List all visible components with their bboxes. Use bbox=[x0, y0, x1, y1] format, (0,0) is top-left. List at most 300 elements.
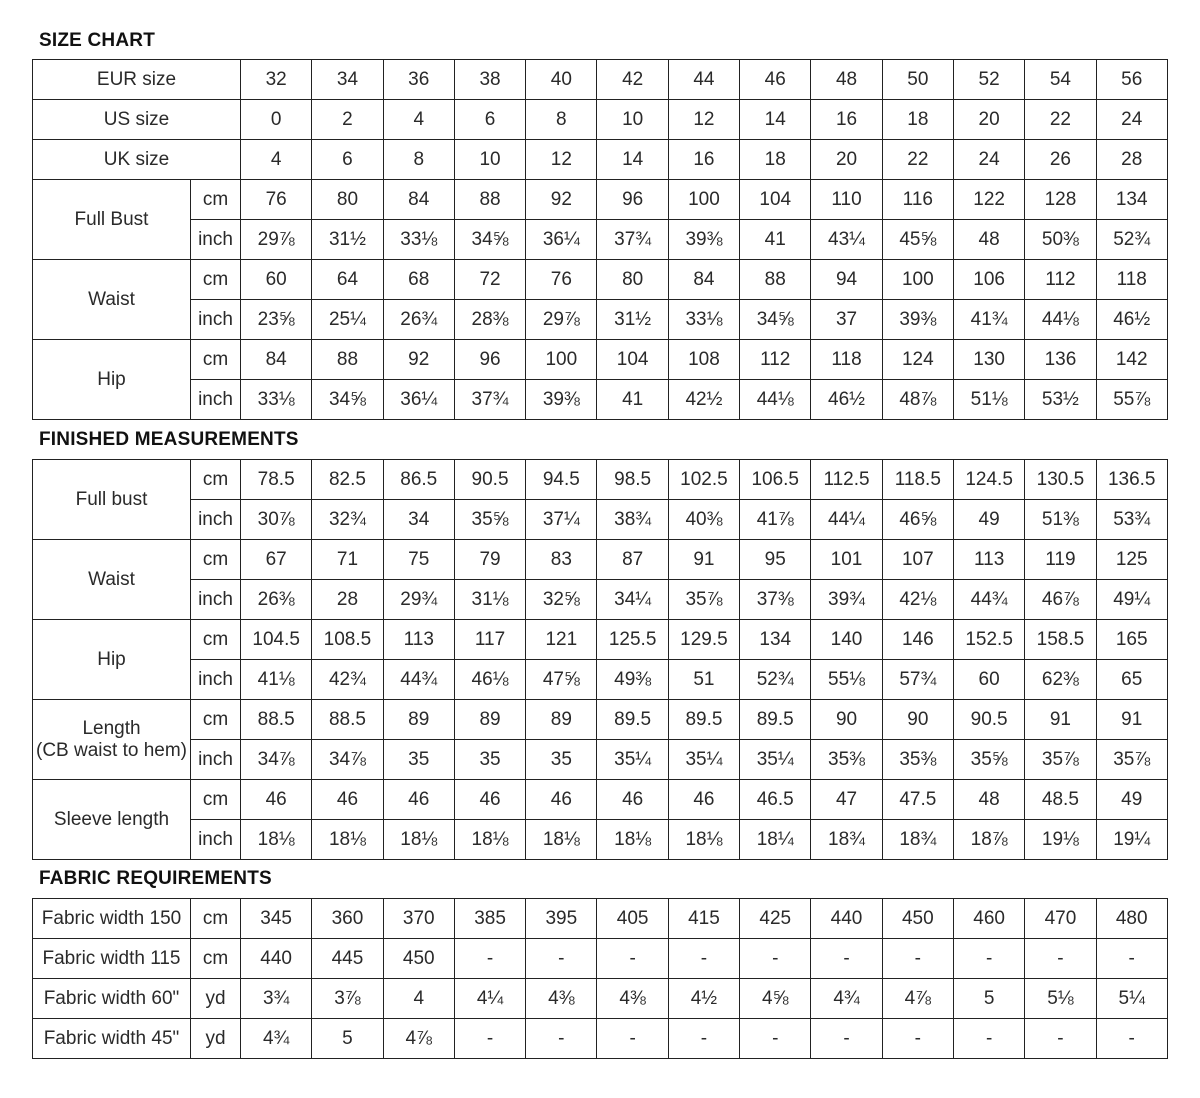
row-label-main: Length bbox=[82, 717, 141, 739]
table-cell: - bbox=[882, 939, 953, 979]
table-cell: 46⅞ bbox=[1025, 580, 1096, 620]
table-cell: 16 bbox=[811, 100, 882, 140]
table-cell: 158.5 bbox=[1025, 620, 1096, 660]
table-cell: 39⅜ bbox=[526, 380, 597, 420]
table-cell: 94 bbox=[811, 260, 882, 300]
table-cell: 24 bbox=[1096, 100, 1167, 140]
table-cell: 88.5 bbox=[312, 700, 383, 740]
table-cell: 53¾ bbox=[1096, 500, 1167, 540]
table-cell: 118 bbox=[811, 340, 882, 380]
table-cell: 100 bbox=[882, 260, 953, 300]
unit-label: yd bbox=[191, 979, 241, 1019]
table-cell: 51⅜ bbox=[1025, 500, 1096, 540]
table-cell: 53½ bbox=[1025, 380, 1096, 420]
table-cell: 104 bbox=[740, 180, 811, 220]
table-cell: 55⅞ bbox=[1096, 380, 1167, 420]
table-cell: 57¾ bbox=[882, 660, 953, 700]
table-cell: 88.5 bbox=[241, 700, 312, 740]
table-cell: 22 bbox=[882, 140, 953, 180]
fabric-requirements-table bbox=[32, 898, 1168, 1059]
unit-label: cm bbox=[191, 939, 241, 979]
table-cell: 48 bbox=[953, 220, 1024, 260]
table-row bbox=[33, 60, 1168, 100]
table-cell: 370 bbox=[383, 899, 454, 939]
table-cell: 385 bbox=[454, 899, 525, 939]
table-cell: 10 bbox=[454, 140, 525, 180]
table-cell: 84 bbox=[241, 340, 312, 380]
table-cell: 67 bbox=[241, 540, 312, 580]
table-cell: 42 bbox=[597, 60, 668, 100]
table-cell: 136 bbox=[1025, 340, 1096, 380]
table-row bbox=[33, 180, 1168, 220]
table-row bbox=[33, 140, 1168, 180]
table-cell: 360 bbox=[312, 899, 383, 939]
table-cell: 44⅛ bbox=[1025, 300, 1096, 340]
table-cell: 46⅛ bbox=[454, 660, 525, 700]
table-cell: 28⅜ bbox=[454, 300, 525, 340]
table-cell: 35⅞ bbox=[1025, 740, 1096, 780]
table-row bbox=[33, 460, 1168, 500]
table-cell: 35⅞ bbox=[668, 580, 739, 620]
table-cell: 38 bbox=[454, 60, 525, 100]
table-cell: 34 bbox=[383, 500, 454, 540]
table-cell: 33⅛ bbox=[668, 300, 739, 340]
unit-label: inch bbox=[191, 740, 241, 780]
table-cell: 4⅞ bbox=[882, 979, 953, 1019]
table-cell: 119 bbox=[1025, 540, 1096, 580]
table-cell: 37¾ bbox=[454, 380, 525, 420]
table-row bbox=[33, 580, 1168, 620]
unit-label: cm bbox=[191, 260, 241, 300]
table-cell: - bbox=[1025, 939, 1096, 979]
table-cell: 90.5 bbox=[953, 700, 1024, 740]
table-cell: 18⅛ bbox=[312, 820, 383, 860]
table-cell: 142 bbox=[1096, 340, 1167, 380]
table-cell: 106.5 bbox=[740, 460, 811, 500]
table-cell: 152.5 bbox=[953, 620, 1024, 660]
table-cell: 18⅛ bbox=[454, 820, 525, 860]
table-cell: 5 bbox=[953, 979, 1024, 1019]
table-cell: 34⅞ bbox=[241, 740, 312, 780]
table-cell: 4⅝ bbox=[740, 979, 811, 1019]
table-cell: 4⅞ bbox=[383, 1019, 454, 1059]
unit-label: cm bbox=[191, 899, 241, 939]
table-cell: 46.5 bbox=[740, 780, 811, 820]
table-cell: 108 bbox=[668, 340, 739, 380]
table-cell: 54 bbox=[1025, 60, 1096, 100]
table-row bbox=[33, 899, 1168, 939]
table-row bbox=[33, 100, 1168, 140]
table-cell: 35⅜ bbox=[882, 740, 953, 780]
table-cell: 35¼ bbox=[597, 740, 668, 780]
table-cell: 79 bbox=[454, 540, 525, 580]
table-cell: 345 bbox=[241, 899, 312, 939]
table-cell: 88 bbox=[740, 260, 811, 300]
table-cell: 30⅞ bbox=[241, 500, 312, 540]
table-cell: 48⅞ bbox=[882, 380, 953, 420]
table-cell: 128 bbox=[1025, 180, 1096, 220]
table-cell: 50 bbox=[882, 60, 953, 100]
table-cell: 35 bbox=[526, 740, 597, 780]
table-cell: 46½ bbox=[811, 380, 882, 420]
finished-measurements-title: FINISHED MEASUREMENTS bbox=[39, 429, 299, 450]
table-cell: 18¾ bbox=[882, 820, 953, 860]
unit-label: cm bbox=[191, 780, 241, 820]
table-cell: 90 bbox=[811, 700, 882, 740]
unit-label: inch bbox=[191, 820, 241, 860]
row-label: Fabric width 115 bbox=[33, 939, 191, 979]
unit-label: yd bbox=[191, 1019, 241, 1059]
row-label: EUR size bbox=[33, 60, 241, 100]
table-cell: 50⅜ bbox=[1025, 220, 1096, 260]
table-cell: 35 bbox=[454, 740, 525, 780]
table-cell: 46 bbox=[241, 780, 312, 820]
table-cell: 43¼ bbox=[811, 220, 882, 260]
table-cell: 96 bbox=[597, 180, 668, 220]
table-cell: 34 bbox=[312, 60, 383, 100]
table-cell: 49 bbox=[953, 500, 1024, 540]
table-row bbox=[33, 820, 1168, 860]
table-cell: 4⅜ bbox=[597, 979, 668, 1019]
table-cell: 107 bbox=[882, 540, 953, 580]
table-cell: 39¾ bbox=[811, 580, 882, 620]
table-cell: 34⅝ bbox=[454, 220, 525, 260]
table-cell: 18⅞ bbox=[953, 820, 1024, 860]
table-cell: 28 bbox=[1096, 140, 1167, 180]
row-label-sub: (CB waist to hem) bbox=[36, 739, 187, 761]
table-cell: 110 bbox=[811, 180, 882, 220]
table-cell: 80 bbox=[597, 260, 668, 300]
table-cell: 60 bbox=[953, 660, 1024, 700]
row-label: Hip bbox=[33, 620, 191, 700]
table-cell: 125.5 bbox=[597, 620, 668, 660]
table-cell: 19¼ bbox=[1096, 820, 1167, 860]
table-cell: 118.5 bbox=[882, 460, 953, 500]
table-cell: 78.5 bbox=[241, 460, 312, 500]
table-row bbox=[33, 939, 1168, 979]
fabric-requirements-title: FABRIC REQUIREMENTS bbox=[39, 868, 272, 889]
table-cell: 6 bbox=[312, 140, 383, 180]
table-cell: 45⅝ bbox=[882, 220, 953, 260]
table-cell: 84 bbox=[668, 260, 739, 300]
table-cell: 56 bbox=[1096, 60, 1167, 100]
table-cell: 46 bbox=[312, 780, 383, 820]
table-cell: 46 bbox=[454, 780, 525, 820]
row-label: Fabric width 60" bbox=[33, 979, 191, 1019]
table-cell: 60 bbox=[241, 260, 312, 300]
table-cell: 101 bbox=[811, 540, 882, 580]
table-cell: 35¼ bbox=[740, 740, 811, 780]
table-cell: - bbox=[811, 939, 882, 979]
table-cell: 112.5 bbox=[811, 460, 882, 500]
table-cell: 10 bbox=[597, 100, 668, 140]
table-cell: 52¾ bbox=[1096, 220, 1167, 260]
table-cell: 47.5 bbox=[882, 780, 953, 820]
table-cell: 117 bbox=[454, 620, 525, 660]
table-cell: 32⅝ bbox=[526, 580, 597, 620]
unit-label: inch bbox=[191, 580, 241, 620]
table-row bbox=[33, 700, 1168, 740]
table-cell: 40⅜ bbox=[668, 500, 739, 540]
table-cell: 42½ bbox=[668, 380, 739, 420]
table-cell: 36 bbox=[383, 60, 454, 100]
table-cell: 41⅞ bbox=[740, 500, 811, 540]
table-cell: 116 bbox=[882, 180, 953, 220]
table-cell: 4¾ bbox=[811, 979, 882, 1019]
table-cell: 22 bbox=[1025, 100, 1096, 140]
table-cell: 108.5 bbox=[312, 620, 383, 660]
table-cell: 82.5 bbox=[312, 460, 383, 500]
table-cell: - bbox=[953, 1019, 1024, 1059]
table-cell: - bbox=[1025, 1019, 1096, 1059]
table-cell: 48 bbox=[953, 780, 1024, 820]
table-cell: 41⅛ bbox=[241, 660, 312, 700]
table-cell: 46 bbox=[668, 780, 739, 820]
table-cell: 113 bbox=[953, 540, 1024, 580]
table-cell: 121 bbox=[526, 620, 597, 660]
row-label: Fabric width 45" bbox=[33, 1019, 191, 1059]
table-cell: 33⅛ bbox=[383, 220, 454, 260]
table-row bbox=[33, 620, 1168, 660]
table-cell: 38¾ bbox=[597, 500, 668, 540]
table-cell: 0 bbox=[241, 100, 312, 140]
table-row bbox=[33, 380, 1168, 420]
table-cell: 46 bbox=[383, 780, 454, 820]
table-cell: 102.5 bbox=[668, 460, 739, 500]
table-cell: 32¾ bbox=[312, 500, 383, 540]
table-cell: 12 bbox=[526, 140, 597, 180]
unit-label: cm bbox=[191, 180, 241, 220]
table-cell: 47 bbox=[811, 780, 882, 820]
table-cell: 94.5 bbox=[526, 460, 597, 500]
table-cell: 3⅞ bbox=[312, 979, 383, 1019]
table-cell: 89.5 bbox=[740, 700, 811, 740]
table-cell: 4 bbox=[383, 979, 454, 1019]
table-cell: 18⅛ bbox=[668, 820, 739, 860]
table-cell: 68 bbox=[383, 260, 454, 300]
table-cell: 415 bbox=[668, 899, 739, 939]
table-cell: 90 bbox=[882, 700, 953, 740]
table-cell: 130.5 bbox=[1025, 460, 1096, 500]
table-cell: - bbox=[740, 939, 811, 979]
table-cell: 26⅜ bbox=[241, 580, 312, 620]
table-cell: 4 bbox=[383, 100, 454, 140]
table-cell: 91 bbox=[1025, 700, 1096, 740]
table-cell: 4 bbox=[241, 140, 312, 180]
table-cell: 76 bbox=[526, 260, 597, 300]
table-cell: 44¼ bbox=[811, 500, 882, 540]
table-cell: 20 bbox=[811, 140, 882, 180]
unit-label: inch bbox=[191, 500, 241, 540]
table-cell: - bbox=[597, 939, 668, 979]
table-cell: 52 bbox=[953, 60, 1024, 100]
table-cell: - bbox=[454, 939, 525, 979]
table-cell: 49⅜ bbox=[597, 660, 668, 700]
table-cell: 18⅛ bbox=[597, 820, 668, 860]
table-cell: 35⅝ bbox=[454, 500, 525, 540]
table-cell: 89 bbox=[454, 700, 525, 740]
table-cell: 165 bbox=[1096, 620, 1167, 660]
table-cell: 5¼ bbox=[1096, 979, 1167, 1019]
table-cell: 33⅛ bbox=[241, 380, 312, 420]
table-cell: 37¼ bbox=[526, 500, 597, 540]
table-cell: 89 bbox=[383, 700, 454, 740]
table-row bbox=[33, 1019, 1168, 1059]
table-cell: 41 bbox=[740, 220, 811, 260]
table-cell: 31½ bbox=[312, 220, 383, 260]
table-cell: 92 bbox=[526, 180, 597, 220]
table-cell: 48 bbox=[811, 60, 882, 100]
table-cell: 35⅝ bbox=[953, 740, 1024, 780]
table-cell: 41¾ bbox=[953, 300, 1024, 340]
table-cell: 480 bbox=[1096, 899, 1167, 939]
table-cell: 440 bbox=[241, 939, 312, 979]
table-cell: 46⅝ bbox=[882, 500, 953, 540]
table-cell: 26¾ bbox=[383, 300, 454, 340]
table-cell: - bbox=[597, 1019, 668, 1059]
table-cell: 3¾ bbox=[241, 979, 312, 1019]
table-cell: - bbox=[882, 1019, 953, 1059]
row-label: Full bust bbox=[33, 460, 191, 540]
table-cell: - bbox=[1096, 939, 1167, 979]
table-cell: - bbox=[811, 1019, 882, 1059]
table-cell: 129.5 bbox=[668, 620, 739, 660]
table-cell: 112 bbox=[740, 340, 811, 380]
table-cell: - bbox=[526, 1019, 597, 1059]
table-cell: 44¾ bbox=[953, 580, 1024, 620]
table-cell: 62⅜ bbox=[1025, 660, 1096, 700]
table-cell: 470 bbox=[1025, 899, 1096, 939]
table-cell: 42⅛ bbox=[882, 580, 953, 620]
table-cell: 136.5 bbox=[1096, 460, 1167, 500]
table-cell: 52¾ bbox=[740, 660, 811, 700]
table-cell: 4½ bbox=[668, 979, 739, 1019]
table-cell: 450 bbox=[882, 899, 953, 939]
table-cell: 44 bbox=[668, 60, 739, 100]
table-cell: 46½ bbox=[1096, 300, 1167, 340]
table-cell: 130 bbox=[953, 340, 1024, 380]
table-cell: 96 bbox=[454, 340, 525, 380]
table-cell: 28 bbox=[312, 580, 383, 620]
table-cell: 100 bbox=[668, 180, 739, 220]
table-row bbox=[33, 260, 1168, 300]
table-row bbox=[33, 540, 1168, 580]
table-cell: 20 bbox=[953, 100, 1024, 140]
table-cell: 25¼ bbox=[312, 300, 383, 340]
table-cell: 460 bbox=[953, 899, 1024, 939]
table-cell: 104.5 bbox=[241, 620, 312, 660]
table-row bbox=[33, 660, 1168, 700]
table-cell: 425 bbox=[740, 899, 811, 939]
unit-label: cm bbox=[191, 620, 241, 660]
table-cell: 76 bbox=[241, 180, 312, 220]
table-cell: 14 bbox=[740, 100, 811, 140]
table-cell: 122 bbox=[953, 180, 1024, 220]
table-cell: 35⅞ bbox=[1096, 740, 1167, 780]
table-cell: 18⅛ bbox=[241, 820, 312, 860]
table-cell: 4¾ bbox=[241, 1019, 312, 1059]
table-row bbox=[33, 979, 1168, 1019]
unit-label: inch bbox=[191, 660, 241, 700]
table-cell: 29⅞ bbox=[526, 300, 597, 340]
table-cell: 104 bbox=[597, 340, 668, 380]
table-cell: 91 bbox=[1096, 700, 1167, 740]
table-cell: 35⅜ bbox=[811, 740, 882, 780]
table-cell: 113 bbox=[383, 620, 454, 660]
table-cell: 2 bbox=[312, 100, 383, 140]
row-label: Full Bust bbox=[33, 180, 191, 260]
table-cell: 49¼ bbox=[1096, 580, 1167, 620]
table-cell: 29¾ bbox=[383, 580, 454, 620]
table-cell: 37 bbox=[811, 300, 882, 340]
table-cell: 18 bbox=[882, 100, 953, 140]
table-cell: 36¼ bbox=[526, 220, 597, 260]
table-cell: 23⅝ bbox=[241, 300, 312, 340]
row-label: Hip bbox=[33, 340, 191, 420]
table-cell: 65 bbox=[1096, 660, 1167, 700]
table-cell: 4⅜ bbox=[526, 979, 597, 1019]
table-cell: 71 bbox=[312, 540, 383, 580]
table-cell: 55⅛ bbox=[811, 660, 882, 700]
table-cell: 39⅜ bbox=[882, 300, 953, 340]
table-cell: - bbox=[454, 1019, 525, 1059]
table-cell: 46 bbox=[597, 780, 668, 820]
table-cell: 112 bbox=[1025, 260, 1096, 300]
table-cell: 124.5 bbox=[953, 460, 1024, 500]
table-cell: 26 bbox=[1025, 140, 1096, 180]
table-cell: 84 bbox=[383, 180, 454, 220]
table-cell: 51⅛ bbox=[953, 380, 1024, 420]
table-cell: 140 bbox=[811, 620, 882, 660]
table-cell: 34⅝ bbox=[740, 300, 811, 340]
table-cell: - bbox=[526, 939, 597, 979]
table-cell: 87 bbox=[597, 540, 668, 580]
unit-label: cm bbox=[191, 700, 241, 740]
table-cell: 89.5 bbox=[668, 700, 739, 740]
row-label: Waist bbox=[33, 260, 191, 340]
table-cell: 32 bbox=[241, 60, 312, 100]
table-cell: 34⅝ bbox=[312, 380, 383, 420]
table-cell: 91 bbox=[668, 540, 739, 580]
table-cell: 19⅛ bbox=[1025, 820, 1096, 860]
table-cell: 18¾ bbox=[811, 820, 882, 860]
table-cell: 146 bbox=[882, 620, 953, 660]
table-row bbox=[33, 220, 1168, 260]
table-cell: 88 bbox=[454, 180, 525, 220]
table-cell: - bbox=[668, 1019, 739, 1059]
table-cell: 36¼ bbox=[383, 380, 454, 420]
unit-label: cm bbox=[191, 540, 241, 580]
table-cell: 75 bbox=[383, 540, 454, 580]
table-cell: - bbox=[953, 939, 1024, 979]
table-cell: - bbox=[1096, 1019, 1167, 1059]
table-cell: 405 bbox=[597, 899, 668, 939]
size-chart-table bbox=[32, 59, 1168, 420]
table-cell: 39⅜ bbox=[668, 220, 739, 260]
table-cell: 31½ bbox=[597, 300, 668, 340]
table-cell: 5 bbox=[312, 1019, 383, 1059]
table-cell: 18 bbox=[740, 140, 811, 180]
table-cell: 90.5 bbox=[454, 460, 525, 500]
table-cell: 445 bbox=[312, 939, 383, 979]
table-cell: 34¼ bbox=[597, 580, 668, 620]
table-cell: 18⅛ bbox=[383, 820, 454, 860]
table-row bbox=[33, 300, 1168, 340]
table-cell: 44⅛ bbox=[740, 380, 811, 420]
table-cell: 124 bbox=[882, 340, 953, 380]
row-label: UK size bbox=[33, 140, 241, 180]
table-cell: 49 bbox=[1096, 780, 1167, 820]
